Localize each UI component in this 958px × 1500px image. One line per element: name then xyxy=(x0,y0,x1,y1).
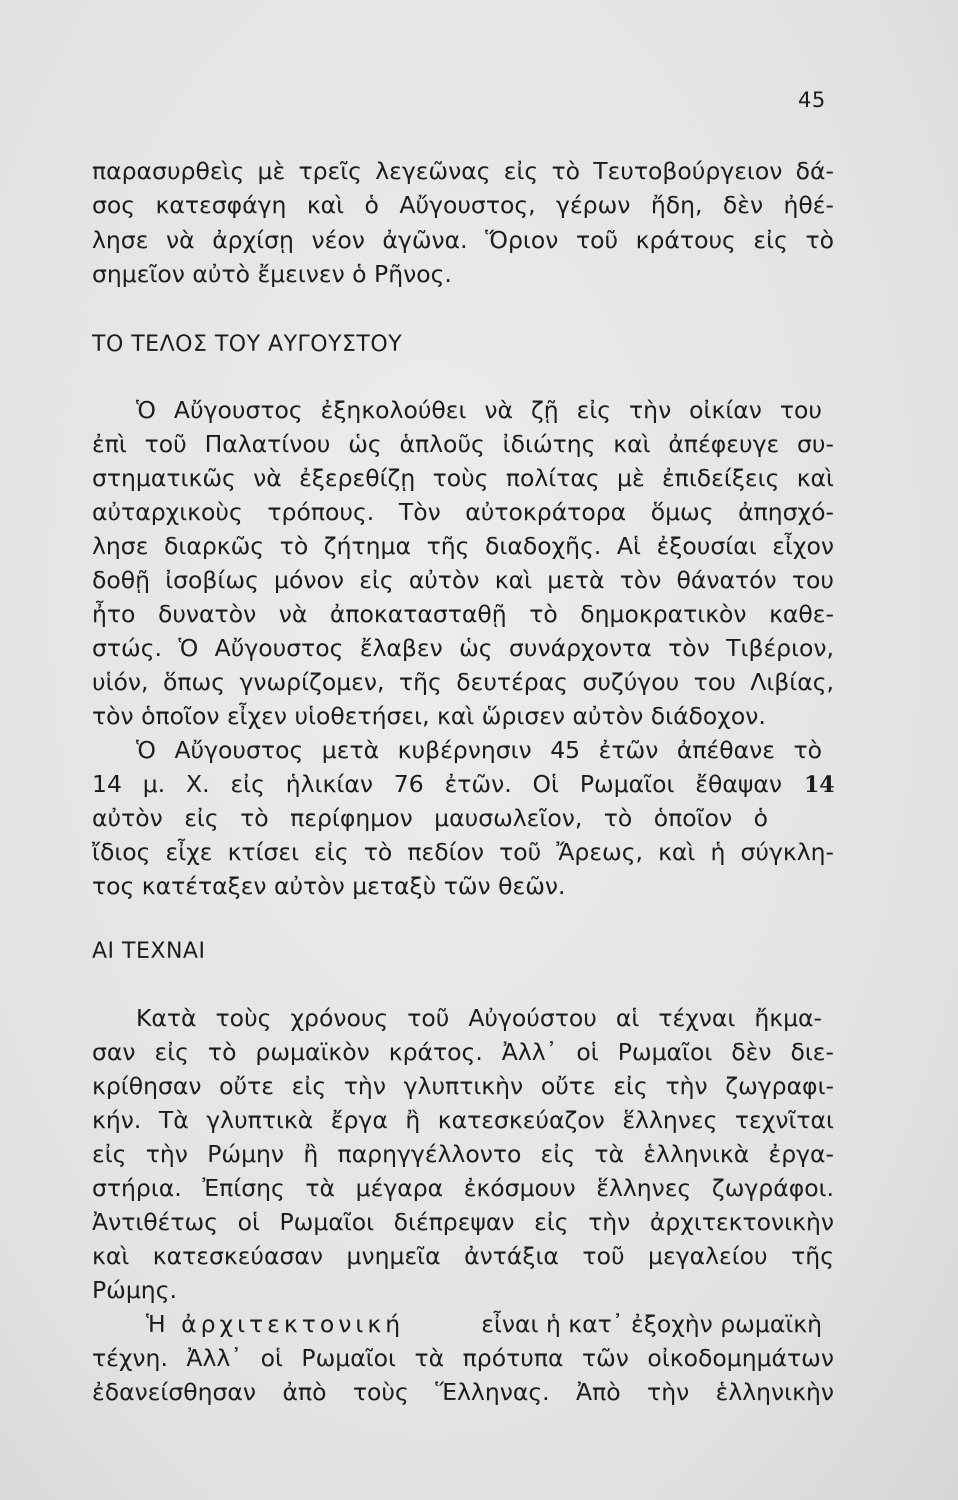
text-line: σημεῖον αὐτὸ ἔμεινεν ὁ Ρῆνος. xyxy=(92,260,452,288)
spaced-emphasis: Ἡ ἀρχιτεκτονική xyxy=(146,1310,405,1338)
text-line: αὐτὸν εἰς τὸ περίφημον μαυσωλεῖον, τὸ ὁποῖον ὁ xyxy=(92,804,768,832)
text-line: τος κατέταξεν αὐτὸν μεταξὺ τῶν θεῶν. xyxy=(92,872,566,900)
text-line: στηματικῶς νὰ ἐξερεθίζῃ τοὺς πολίτας μὲ ἐπιδείξεις καὶ xyxy=(92,464,834,492)
text-line: Ἀντιθέτως οἱ Ρωμαῖοι διέπρεψαν εἰς τὴν ἀρχιτεκτονικὴν xyxy=(92,1208,834,1236)
text-line: στώς. Ὁ Αὔγουστος ἔλαβεν ὡς συνάρχοντα τὸν Τιβέριον, xyxy=(92,634,834,662)
section-heading: ΑΙ ΤΕΧΝΑΙ xyxy=(92,939,206,964)
page-number: 45 xyxy=(798,88,826,112)
text-line: δοθῇ ἰσοβίως μόνον εἰς αὐτὸν καὶ μετὰ τὸν θάνατόν του xyxy=(92,566,834,594)
text-line: κρίθησαν οὔτε εἰς τὴν γλυπτικὴν οὔτε εἰς τὴν ζωγραφι- xyxy=(92,1072,834,1100)
text-line: 14 μ. Χ. εἰς ἡλικίαν 76 ἐτῶν. Οἱ Ρωμαῖοι ἔθαψαν xyxy=(92,770,782,798)
text-line: αὐταρχικοὺς τρόπους. Τὸν αὐτοκράτορα ὅμως ἀπησχό- xyxy=(92,498,834,526)
text-line: καὶ κατεσκεύασαν μνημεῖα ἀντάξια τοῦ μεγαλείου τῆς xyxy=(92,1242,834,1270)
text-line: τέχνη. Ἀλλ᾽ οἱ Ρωμαῖοι τὰ πρότυπα τῶν οἰκοδομημάτων xyxy=(92,1344,834,1372)
text-line: παρασυρθεὶς μὲ τρεῖς λεγεῶνας εἰς τὸ Τευτοβούργειον δά- xyxy=(92,157,834,185)
section-heading: ΤΟ ΤΕΛΟΣ ΤΟΥ ΑΥΓΟΥΣΤΟΥ xyxy=(92,332,403,357)
text-line xyxy=(146,1309,822,1339)
text-line: εἰς τὴν Ρώμην ἢ παρηγγέλλοντο εἰς τὰ ἑλληνικὰ ἐργα- xyxy=(92,1140,834,1168)
text-line: ἐπὶ τοῦ Παλατίνου ὡς ἁπλοῦς ἰδιώτης καὶ ἀπέφευγε συ- xyxy=(92,430,834,458)
text-line: σος κατεσφάγη καὶ ὁ Αὔγουστος, γέρων ἤδη, δὲν ἠθέ- xyxy=(92,191,834,219)
text-line: λησε νὰ ἀρχίσῃ νέον ἀγῶνα. Ὅριον τοῦ κράτους εἰς τὸ xyxy=(92,226,834,254)
text-line: κήν. Τὰ γλυπτικὰ ἔργα ἢ κατεσκεύαζον ἕλληνες τεχνῖται xyxy=(92,1106,834,1134)
text-line: στήρια. Ἐπίσης τὰ μέγαρα ἐκόσμουν ἕλληνες ζωγράφοι. xyxy=(92,1174,834,1202)
margin-note: 14 xyxy=(804,772,835,798)
text-line: Κατὰ τοὺς χρόνους τοῦ Αὐγούστου αἱ τέχναι ἤκμα- xyxy=(136,1004,822,1032)
text-line: Ρώμης. xyxy=(92,1276,177,1304)
text-line: ἐδανείσθησαν ἀπὸ τοὺς Ἕλληνας. Ἀπὸ τὴν ἑλληνικὴν xyxy=(92,1378,834,1406)
text-line: Ὁ Αὔγουστος ἐξηκολούθει νὰ ζῇ εἰς τὴν οἰκίαν του xyxy=(136,396,822,424)
text-line: τὸν ὁποῖον εἶχεν υἱοθετήσει, καὶ ὥρισεν αὐτὸν διάδοχον. xyxy=(92,702,766,730)
text-line: υἱόν, ὅπως γνωρίζομεν, τῆς δευτέρας συζύγου του Λιβίας, xyxy=(92,668,834,696)
text-line: ἴδιος εἶχε κτίσει εἰς τὸ πεδίον τοῦ Ἄρεως, καὶ ἡ σύγκλη- xyxy=(92,838,834,866)
text-line: λησε διαρκῶς τὸ ζήτημα τῆς διαδοχῆς. Αἱ ἐξουσίαι εἶχον xyxy=(92,532,834,560)
text-line: ἦτο δυνατὸν νὰ ἀποκατασταθῇ τὸ δημοκρατικὸν καθε- xyxy=(92,600,834,628)
text-fragment: εἶναι ἡ κατ᾽ ἐξοχὴν ρωμαϊκὴ xyxy=(481,1310,822,1338)
text-line: σαν εἰς τὸ ρωμαϊκὸν κράτος. Ἀλλ᾽ οἱ Ρωμαῖοι δὲν διε- xyxy=(92,1038,834,1066)
text-line: Ὁ Αὔγουστος μετὰ κυβέρνησιν 45 ἐτῶν ἀπέθανε τὸ xyxy=(136,736,822,764)
